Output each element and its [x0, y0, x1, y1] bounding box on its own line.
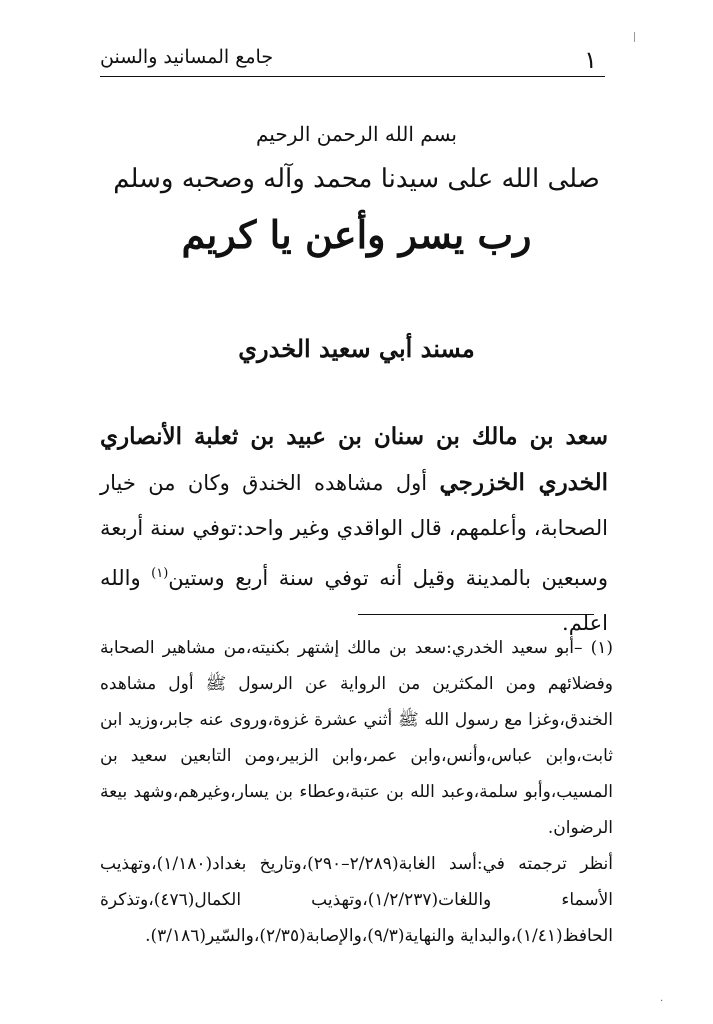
margin-mark — [634, 32, 635, 42]
footnote-separator — [358, 614, 594, 615]
narrator-name: سعد بن مالك بن سنان بن عبيد بن ثعلبة الأنصاري الخدري الخزرجي — [100, 423, 608, 496]
corner-dot: · — [660, 996, 664, 1007]
footnote-references: أنظر ترجمته في:أسد الغابة(٢/٢٨٩–٢٩٠)،وتاريخ بغداد(١/١٨٠)،وتهذيب الأسماء واللغات(١/٢/٢٣٧)،وتهذيب الكمال(٤٧٦)،وتذكرة الحافظ(١/٤١)،والبداية والنهاية(٩/٣)،والإصابة(٢/٣٥)،والسّير(٣/١٨٦). — [100, 854, 614, 946]
running-header — [100, 40, 605, 77]
footnote-block — [100, 630, 613, 954]
dua-calligraphy: رب يسر وأعن يا كريم — [181, 212, 532, 257]
book-title: جامع المسانيد والسنن — [100, 46, 274, 68]
closing-text: والله اعلم. — [100, 566, 608, 635]
page-number: ١ — [584, 46, 597, 74]
basmala-calligraphy: بسم الله الرحمن الرحيم — [255, 122, 457, 146]
salawat-calligraphy: صلى الله على سيدنا محمد وآله وصحبه وسلم — [113, 164, 600, 194]
biography-text: أول مشاهده الخندق وكان من خيار الصحابة، وأعلمهم، قال الواقدي وغير واحد:توفي سنة أربعة وسبعين بالمدينة وقيل أنه توفي سنة أربع وستين — [100, 471, 608, 590]
footnote-reference[interactable]: (١) — [151, 566, 169, 581]
section-title: مسند أبي سعيد الخدري — [238, 334, 475, 363]
footnote-paragraph: (١) –أبو سعيد الخدري:سعد بن مالك إشتهر بكنيته،من مشاهير الصحابة وفضلائهم ومن المكثرين من الرواية عن الرسول ﷺ أول مشاهده الخندق،وغزا مع رسول الله ﷺ أثني عشرة غزوة،وروى عنه جابر،وزيد ابن ثابت،وابن عباس،وأنس،وابن عمر،وابن الزبير،ومن التابعين سعيد بن المسيب،وأبو سلمة،وعبد الله بن عتبة،وعطاء بن يسار،وغيرهم،وشهد بيعة الرضوان. — [100, 638, 613, 838]
main-paragraph — [100, 414, 608, 646]
